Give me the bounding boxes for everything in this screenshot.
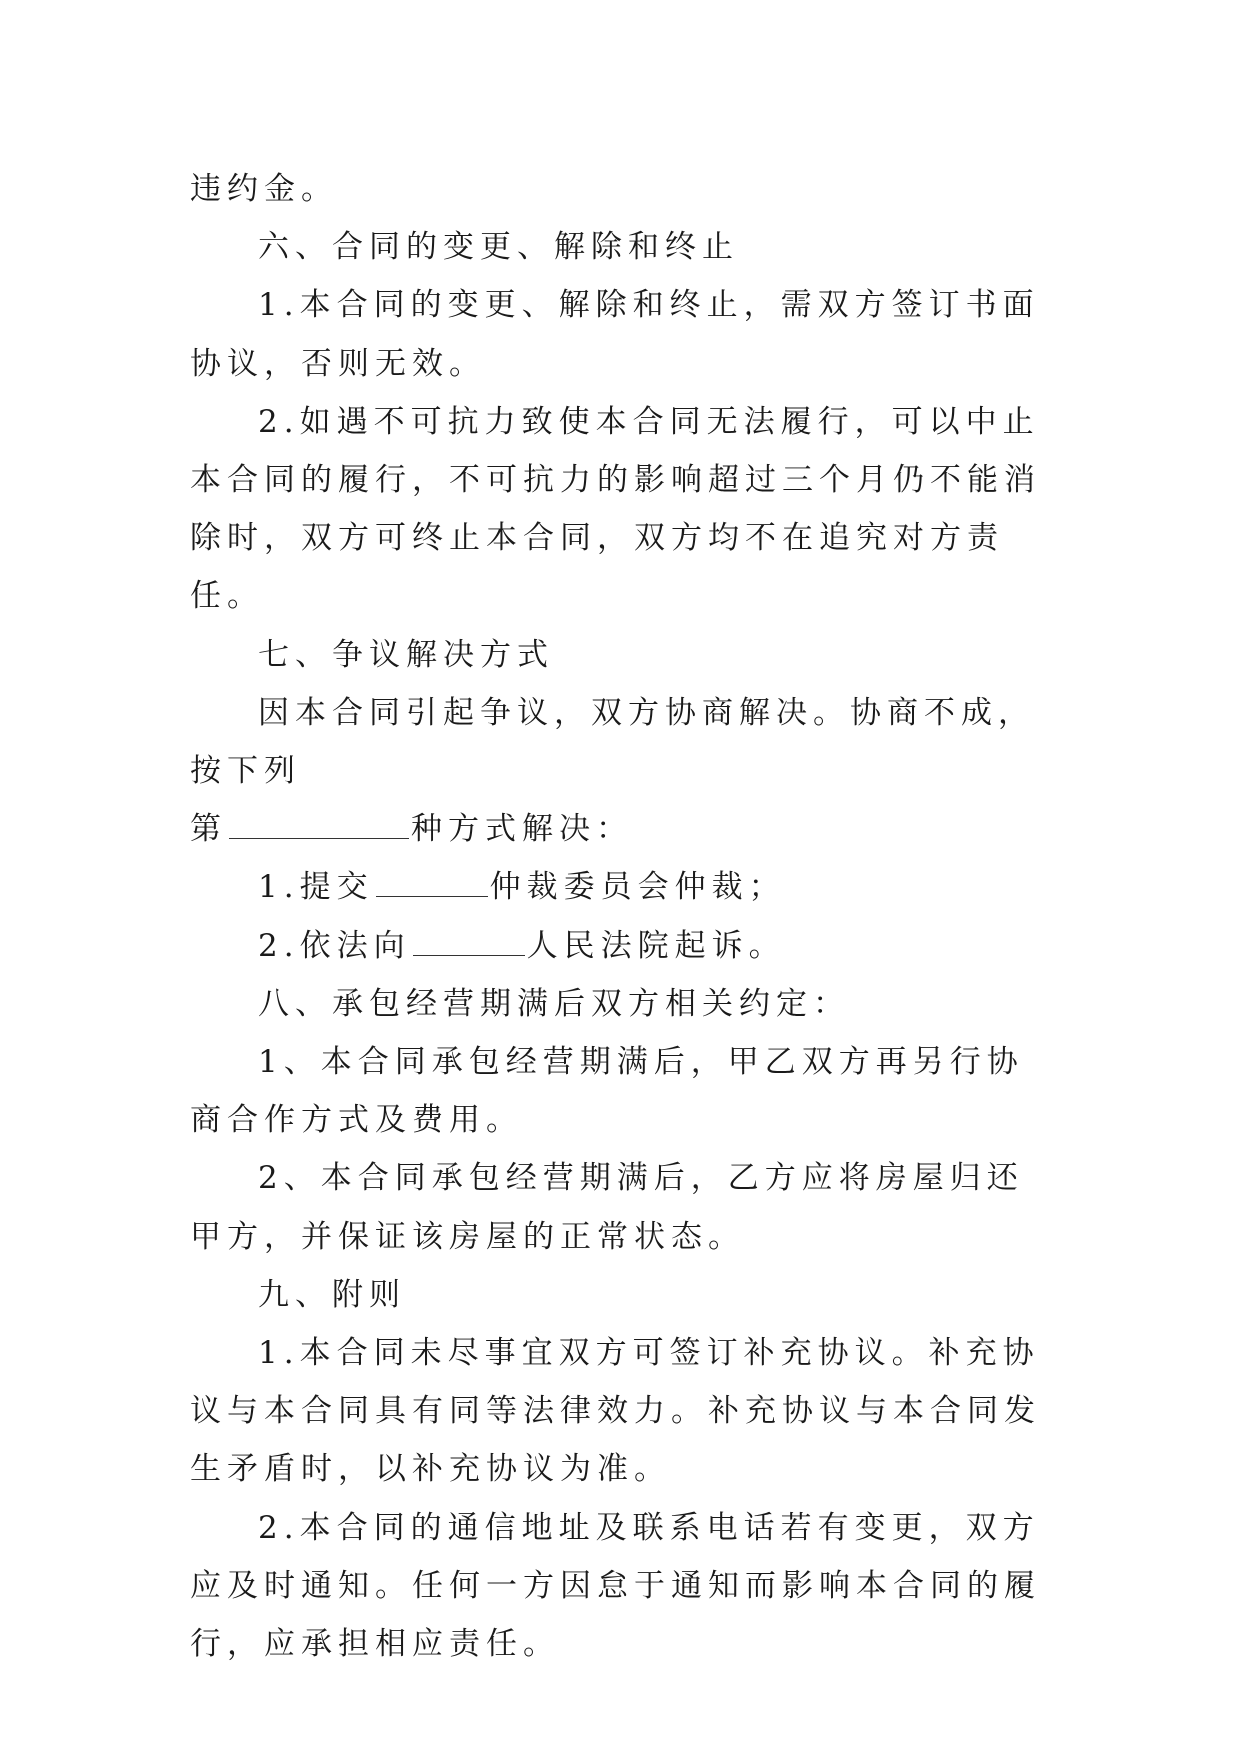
choice-blank-field[interactable] xyxy=(229,807,409,839)
heading-section-7: 七、争议解决方式 xyxy=(258,636,554,673)
court-blank-field[interactable] xyxy=(413,924,525,956)
paragraph-8-1: 1、本合同承包经营期满后，甲乙双方再另行协商合作方式及费用。 xyxy=(190,1044,1024,1139)
heading-section-8: 八、承包经营期满后双方相关约定： xyxy=(258,985,850,1022)
document-body xyxy=(190,160,1060,1673)
paragraph-8-2: 2、本合同承包经营期满后，乙方应将房屋归还甲方，并保证该房屋的正常状态。 xyxy=(190,1160,1024,1255)
paragraph-9-1: 1.本合同未尽事宜双方可签订补充协议。补充协议与本合同具有同等法律效力。补充协议与本合同发生矛盾时，以补充协议为准。 xyxy=(190,1335,1041,1488)
court-prefix: 2.依法向 xyxy=(258,927,411,964)
court-suffix: 人民法院起诉。 xyxy=(526,927,786,964)
arbitration-blank-field[interactable] xyxy=(376,865,488,897)
choice-suffix: 种方式解决： xyxy=(411,811,633,848)
arbitration-suffix: 仲裁委员会仲裁； xyxy=(489,869,786,906)
paragraph-penalty-end: 违约金。 xyxy=(190,171,338,207)
paragraph-7-choice xyxy=(190,800,1060,858)
heading-section-9: 九、附则 xyxy=(258,1276,406,1313)
paragraph-7-2 xyxy=(190,917,1060,975)
choice-prefix: 第 xyxy=(190,811,227,848)
paragraph-7-intro: 因本合同引起争议，双方协商解决。协商不成，按下列 xyxy=(190,694,1035,790)
heading-section-6: 六、合同的变更、解除和终止 xyxy=(258,229,739,266)
arbitration-prefix: 1.提交 xyxy=(258,869,374,906)
paragraph-6-2: 2.如遇不可抗力致使本合同无法履行，可以中止本合同的履行，不可抗力的影响超过三个月仍不能消除时，双方可终止本合同，双方均不在追究对方责任。 xyxy=(190,403,1041,615)
paragraph-7-1 xyxy=(190,858,1060,916)
paragraph-6-1: 1.本合同的变更、解除和终止，需双方签订书面协议，否则无效。 xyxy=(190,287,1040,382)
paragraph-9-2: 2.本合同的通信地址及联系电话若有变更，双方应及时通知。任何一方因怠于通知而影响本合同的履行，应承担相应责任。 xyxy=(190,1509,1041,1663)
